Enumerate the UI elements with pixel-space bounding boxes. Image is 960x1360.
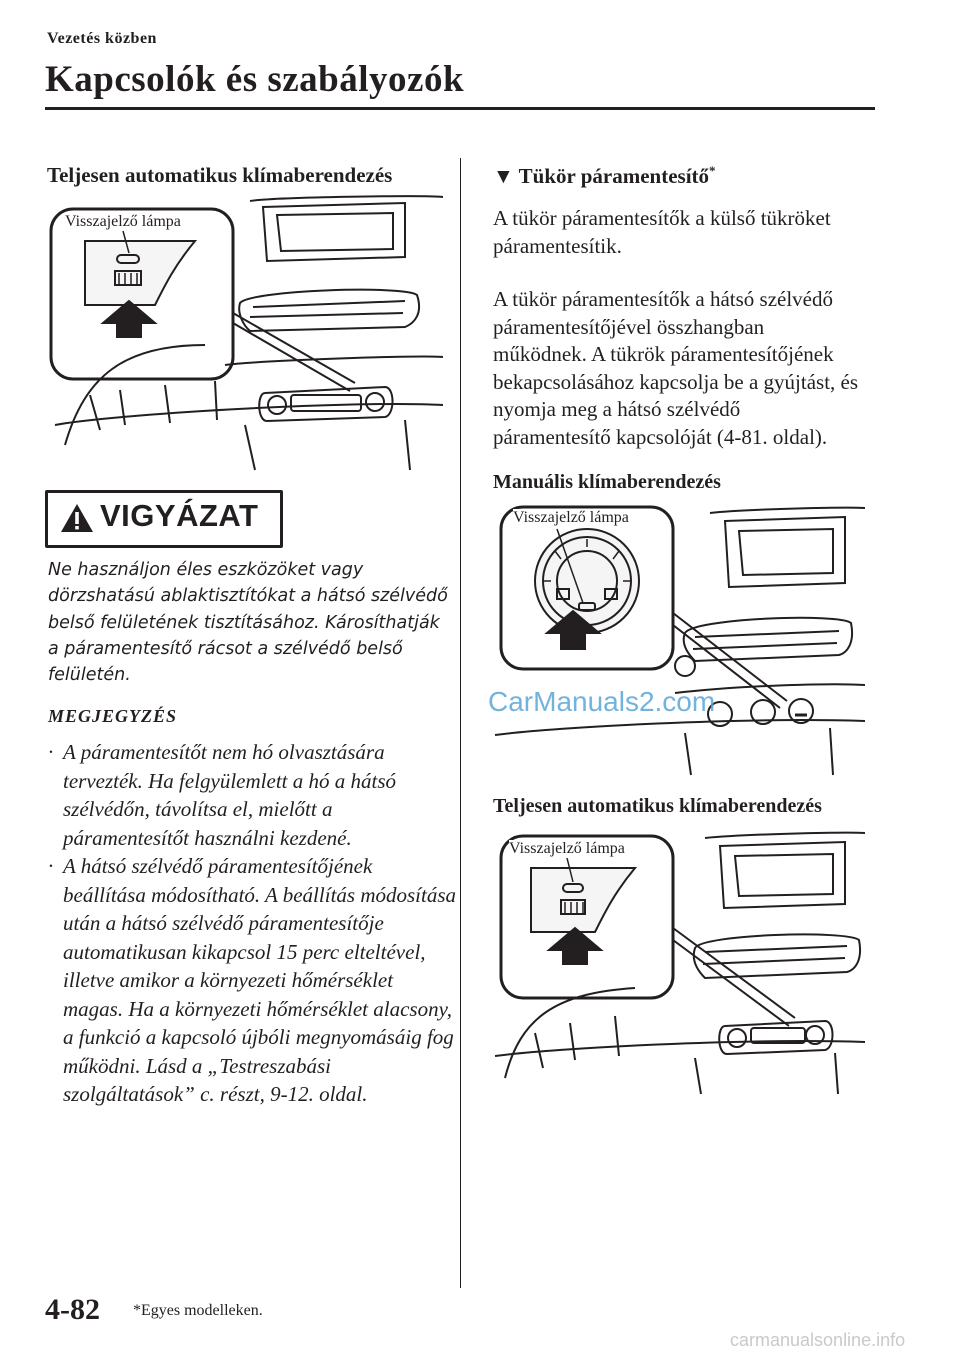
caution-title: VIGYÁZAT [100,498,259,533]
note-item: · A páramentesítőt nem hó olvasztására tervezték. Ha felgyülemlett a hó a hátsó szélvédőn, távolítsa el, mielőtt a páramentesítőt használni kezdené. [48,740,396,850]
site-watermark: carmanualsonline.info [730,1330,906,1350]
mirror-defroster-para2: A tükör páramentesítők a hátsó szélvédő páramentesítőjével összhangban működnek. A tükrök páramentesítőjének bekapcsolásához kapcsolja be a gyújtást, és nyomja meg a hátsó szélvédő páramentesítő kapcsolóját (4-81. oldal). [493,287,859,449]
note-item: · A hátsó szélvédő páramentesítőjének beállítása módosítható. A beállítás módosítása után a hátsó szélvédő páramentesítője automatikusan kikapcsol 15 perc elteltével, illetve amikor a környezeti hőmérséklet magas. Ha a környezeti hőmérséklet alacsony, a funkció a kapcsoló újbóli megnyomásáig fog működni. Lásd a „Testreszabási szolgáltatások” c. részt, 9-12. oldal. [48,854,457,1106]
note-list [48,738,458,1109]
mirror-defroster-para1: A tükör páramentesítők a külső tükröket páramentesítik. [493,206,831,258]
manual-climate-heading: Manuális klímaberendezés [493,471,721,493]
chapter-title: Kapcsolók és szabályozók [45,59,465,100]
manual-indicator-lamp-label: Visszajelző lámpa [513,509,629,526]
caution-text: Ne használjon éles eszközöket vagy dörzshatású ablaktisztítókat a hátsó szélvédő belső felületének tisztításához. Károsíthatják a páramentesítő rácsot a szélvédő belső felületén. [48,560,448,686]
auto-dashboard-illustration [495,828,865,1096]
warning-triangle-icon [60,503,94,533]
watermark: CarManuals2.com [488,686,716,717]
figure-auto-climate-left [45,195,443,475]
note-item-text: A páramentesítőt nem hó olvasztására tervezték. Ha felgyülemlett a hó a hátsó szélvédőn, távolítsa el, mielőtt a páramentesítőt használni kezdené. [63,740,396,850]
column-divider [460,158,461,1288]
figure-manual-climate [495,503,865,778]
model-star: * [709,163,716,178]
note-item-text: A hátsó szélvédő páramentesítőjének beállítása módosítható. A beállítás módosítása után a hátsó szélvédő páramentesítője automatikusan kikapcsol 15 perc elteltével, illetve amikor a környezeti hőmérséklet magas. Ha a környezeti hőmérséklet alacsony, a funkció a kapcsoló újbóli megnyomásáig fog működni. Lásd a „Testreszabási szolgáltatások” c. részt, 9-12. oldal. [63,854,457,1106]
auto-indicator-lamp-label: Visszajelző lámpa [509,840,625,857]
auto-climate-heading: Teljesen automatikus klímaberendezés [493,795,822,817]
note-heading: MEGJEGYZÉS [48,706,178,726]
caution-box [45,490,283,548]
footer-note: *Egyes modelleken. [133,1302,263,1319]
header-rule [45,107,875,110]
left-heading: Teljesen automatikus klímaberendezés [47,163,393,187]
indicator-lamp-label: Visszajelző lámpa [65,213,181,230]
section-label: Vezetés közben [47,30,157,47]
page-number: 4-82 [45,1293,100,1326]
right-heading-text: Tükör páramentesítő [518,164,710,188]
dashboard-illustration [45,195,443,475]
manual-dashboard-illustration [495,503,865,778]
right-heading [493,163,716,189]
figure-auto-climate-right [495,828,865,1096]
triangle-marker-icon: ▼ [493,164,514,188]
